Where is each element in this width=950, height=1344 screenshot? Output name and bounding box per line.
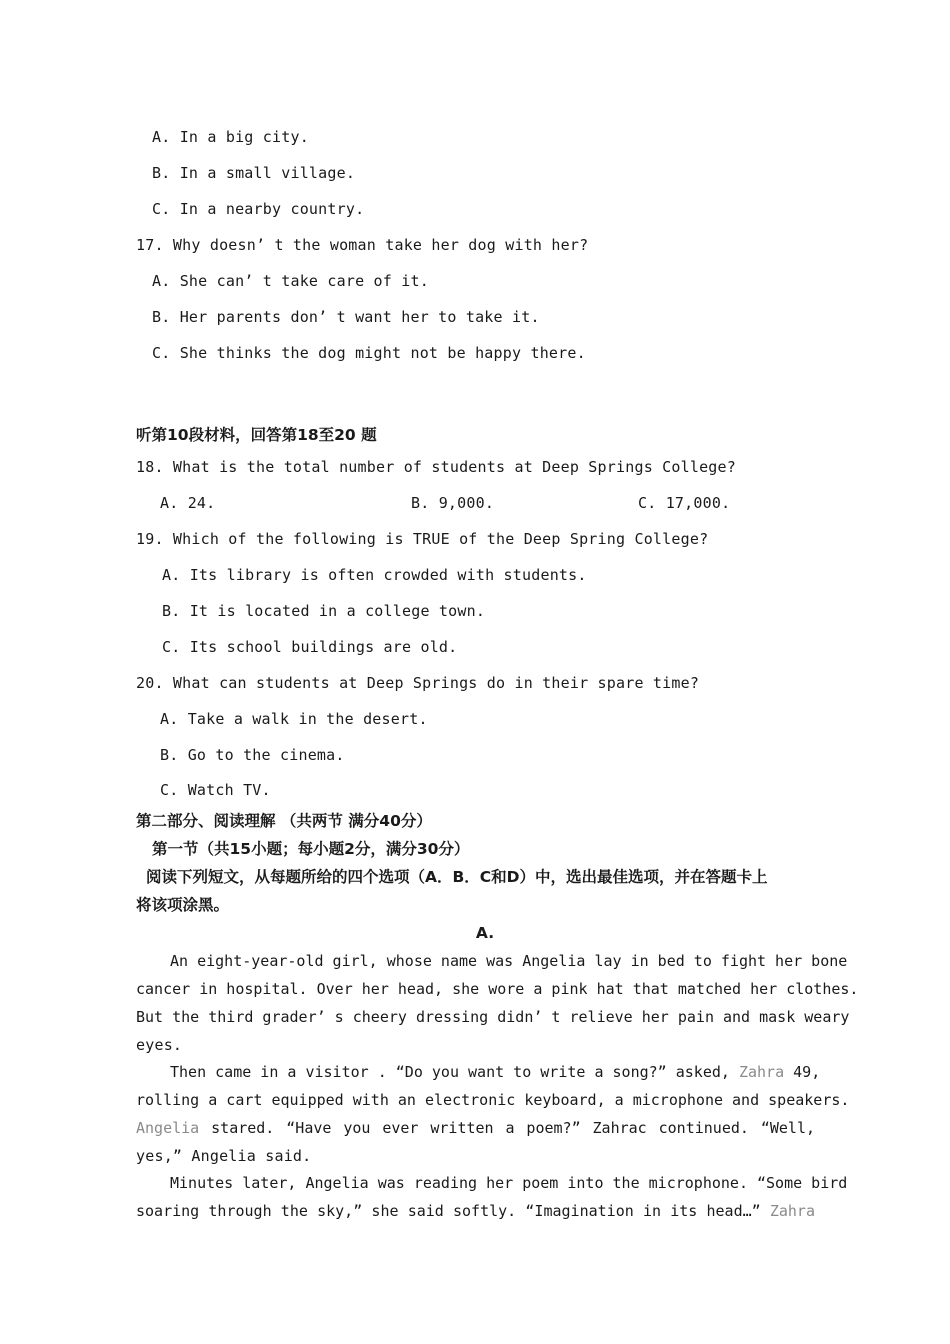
passage-text-segment: 49, (784, 1063, 821, 1081)
name-zahra: Zahra (769, 1202, 815, 1220)
q17-question: 17. Why doesn’ t the woman take her dog with her? (136, 236, 589, 254)
q17-option-c: C. She thinks the dog might not be happy there. (152, 344, 586, 362)
passage-p2-line4: yes,” Angelia said. (136, 1147, 312, 1165)
passage-p2-line2: rolling a cart equipped with an electronic keyboard, a microphone and speakers. (136, 1091, 850, 1109)
passage-text-segment: Then came in a visitor . “Do you want to write a song?” asked, (170, 1063, 739, 1081)
section1-heading: 第一节（共15小题；每小题2分，满分30分） (152, 840, 470, 858)
q18-option-b: B. 9,000. (411, 494, 495, 512)
passage-p1-line3: But the third grader’ s cheery dressing didn’ t relieve her pain and mask weary (136, 1008, 850, 1026)
q19-option-b: B. It is located in a college town. (162, 602, 486, 620)
instruction-line-1: 阅读下列短文，从每题所给的四个选项（A．B．C和D）中，选出最佳选项，并在答题卡上 (146, 868, 768, 886)
q16-option-c: C. In a nearby country. (152, 200, 365, 218)
name-angelia: Angelia (136, 1119, 200, 1137)
instruction-line-2: 将该项涂黑。 (136, 896, 230, 914)
q20-question: 20. What can students at Deep Springs do in their spare time? (136, 674, 700, 692)
passage-p3-line2 (136, 1201, 815, 1221)
q20-option-b: B. Go to the cinema. (160, 746, 345, 764)
passage-label: A. (475, 924, 495, 942)
q20-option-a: A. Take a walk in the desert. (160, 710, 428, 728)
passage-p2-line1 (170, 1062, 821, 1082)
passage-p2-line3 (136, 1118, 815, 1138)
passage-p1-line1: An eight-year-old girl, whose name was Angelia lay in bed to fight her bone (170, 952, 848, 970)
part2-heading: 第二部分、阅读理解 （共两节 满分40分） (136, 812, 432, 830)
name-zahra: Zahra (738, 1063, 785, 1081)
q17-option-a: A. She can’ t take care of it. (152, 272, 429, 290)
q17-option-b: B. Her parents don’ t want her to take it. (152, 308, 540, 326)
q20-option-c: C. Watch TV. (160, 781, 271, 799)
passage-text-segment: stared. “Have you ever written a poem?” Zahrac continued. “Well, (199, 1119, 815, 1137)
passage-text-segment: soaring through the sky,” she said softly. “Imagination in its head…” (136, 1202, 770, 1220)
q16-option-a: A. In a big city. (152, 128, 309, 146)
q18-question: 18. What is the total number of students at Deep Springs College? (136, 458, 736, 476)
q16-option-b: B. In a small village. (152, 164, 356, 182)
q18-option-c: C. 17,000. (638, 494, 731, 512)
passage-p1-line4: eyes. (136, 1036, 183, 1054)
section10-heading: 听第10段材料，回答第18至20 题 (136, 426, 377, 444)
passage-p1-line2: cancer in hospital. Over her head, she wore a pink hat that matched her clothes. (136, 980, 859, 998)
passage-p3-line1: Minutes later, Angelia was reading her poem into the microphone. “Some bird (170, 1174, 848, 1192)
q19-question: 19. Which of the following is TRUE of the Deep Spring College? (136, 530, 709, 548)
q18-option-a: A. 24. (160, 494, 216, 512)
q19-option-a: A. Its library is often crowded with students. (162, 566, 587, 584)
q19-option-c: C. Its school buildings are old. (162, 638, 458, 656)
